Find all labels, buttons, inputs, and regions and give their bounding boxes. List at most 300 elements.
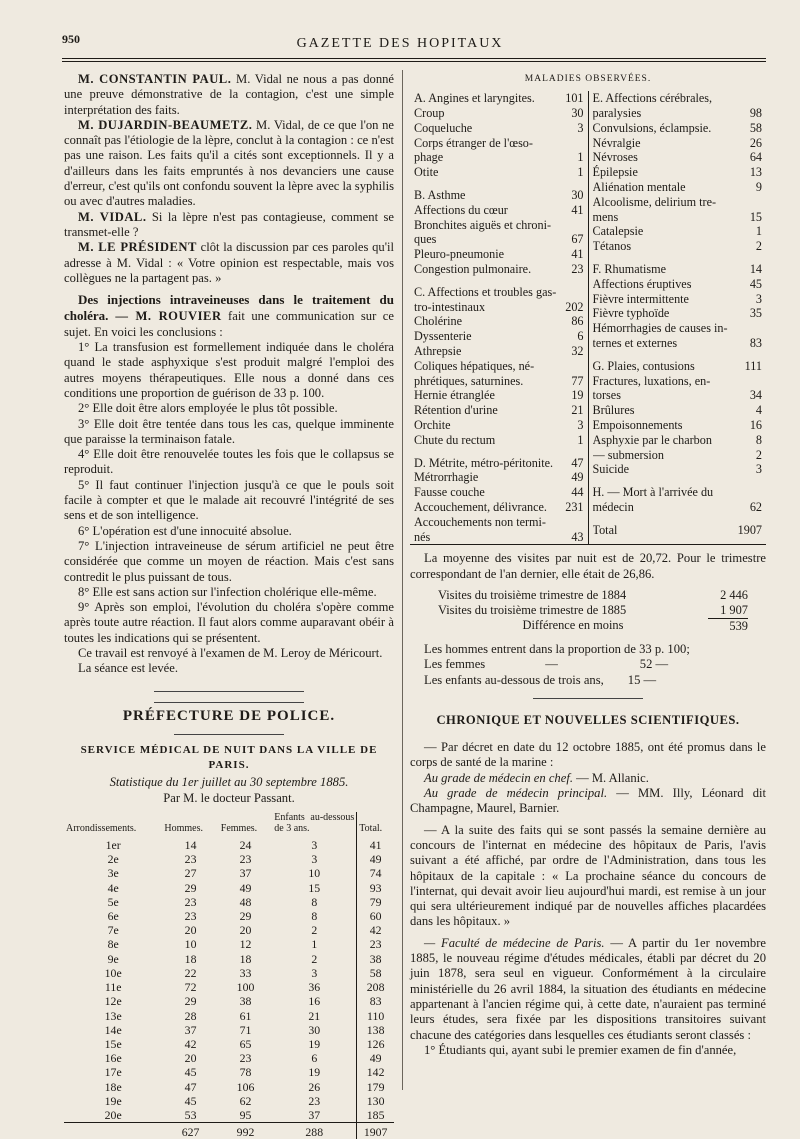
spacer: [593, 254, 763, 262]
disease-label: Fièvre typhoïde: [592, 306, 670, 321]
spacer: [414, 277, 584, 285]
table-row: [64, 1051, 394, 1065]
proportion-dash: —: [545, 657, 558, 672]
disease-label: Pleuro-pneumonie: [414, 247, 505, 262]
disease-label: G. Plaies, contusions: [592, 358, 695, 373]
table-cell: 2: [311, 923, 318, 938]
disease-count: 15: [749, 209, 762, 224]
table-row: [64, 1037, 394, 1051]
table-cell: 24: [239, 838, 252, 853]
left-column: [64, 72, 394, 1139]
disease-count: 32: [571, 344, 584, 359]
table-row: [64, 994, 394, 1008]
disease-count: [562, 285, 584, 300]
proportion-dash: —: [655, 657, 669, 672]
table-cell: 1er: [105, 838, 121, 853]
table-cell: 29: [239, 909, 252, 924]
table-cell: 9e: [107, 951, 119, 966]
disease-label: Fausse couche: [414, 485, 485, 500]
section-title: PRÉFECTURE DE POLICE.: [122, 707, 336, 724]
conclusion: 3° Elle doit être tentée dans tous les cas, quelque imminente que paraisse la terminaison fatale.: [64, 416, 394, 446]
disease-label: Fièvre intermittente: [592, 291, 689, 306]
disease-count: 9: [755, 180, 762, 195]
table-cell: 185: [357, 1108, 394, 1123]
table-cell: 27: [184, 866, 197, 881]
proportion-value: 52: [639, 657, 653, 672]
table-cell: 2: [311, 951, 318, 966]
proportion-label: Les enfants au-dessous de trois ans,: [424, 672, 604, 687]
column-header: Total.: [357, 812, 394, 838]
disease-label: nés: [414, 529, 431, 544]
disease-item: [593, 321, 763, 336]
disease-item: [593, 277, 763, 292]
disease-label: ternes et externes: [592, 336, 678, 351]
table-cell: 20: [184, 923, 197, 938]
table-cell: 10: [308, 866, 321, 881]
page-number: 950: [62, 32, 80, 46]
table-cell: 45: [184, 1093, 197, 1108]
disease-label: Cholérine: [414, 314, 463, 329]
disease-count: [562, 136, 584, 151]
table-cell: 208: [357, 980, 394, 994]
speaker-name: M. DUJARDIN-BEAUMETZ.: [78, 117, 253, 132]
disease-item: [593, 91, 763, 106]
disease-count: 41: [571, 202, 584, 217]
disease-item: [414, 203, 584, 218]
statistics-table: [64, 812, 394, 1139]
visits-label: Différence en moins: [522, 618, 624, 632]
conclusion: 5° Il faut continuer l'injection jusqu'à ce que le pouls soit facile à compter et que le malade ait recouvré l'intégrité de ses sens et de son intelligence.: [64, 477, 394, 523]
table-cell: 142: [357, 1065, 394, 1079]
table-cell: 6: [311, 1051, 318, 1066]
disease-item: [414, 165, 584, 180]
disease-item: [593, 500, 763, 515]
disease-item: [414, 359, 584, 374]
disease-item: [593, 306, 763, 321]
table-cell: 45: [184, 1065, 197, 1080]
disease-item: [414, 121, 584, 136]
disease-label: Orchite: [414, 418, 451, 433]
disease-count: 1907: [737, 522, 762, 537]
table-cell: 14: [184, 838, 197, 853]
disease-label: tro-intestinaux: [414, 299, 486, 314]
table-cell: 23: [308, 1093, 321, 1108]
disease-item: [414, 188, 584, 203]
disease-count: 83: [749, 336, 762, 351]
disease-label: C. Affections et troubles gas-: [414, 284, 557, 299]
table-cell: 20: [184, 1051, 197, 1066]
disease-count: 86: [571, 314, 584, 329]
section-heading: Des injections intraveineuses dans le traitement du choléra.: [64, 292, 394, 324]
table-cell: 42: [357, 923, 394, 937]
disease-item: [593, 418, 763, 433]
table-cell: 3e: [107, 866, 119, 881]
paragraph: La moyenne des visites par nuit est de 20,72. Pour le trimestre correspondant de l'an dernier, elle était de 26,86.: [410, 551, 766, 581]
paragraph-text: clôt la discussion par ces paroles qu'il adresse à M. Vidal : « Votre opinion est respectable, mais vos collègues ne la partagent pas. »: [64, 240, 394, 285]
table-cell: 23: [239, 1051, 252, 1066]
disease-label: Suicide: [592, 462, 630, 477]
disease-item: [414, 403, 584, 418]
disease-item: [414, 262, 584, 277]
disease-count: [740, 485, 762, 500]
table-cell: 49: [357, 852, 394, 866]
table-cell: 3: [311, 965, 318, 980]
news-heading: — Faculté de médecine de Paris.: [424, 935, 605, 950]
column-header: Femmes.: [220, 823, 258, 835]
table-cell: 79: [357, 895, 394, 909]
table-cell: 8: [311, 894, 318, 909]
disease-count: 4: [755, 403, 762, 418]
disease-item: [593, 485, 763, 500]
table-cell: 126: [357, 1037, 394, 1051]
proportion-line: [410, 657, 766, 672]
disease-item: [593, 336, 763, 351]
disease-label: phrétiques, saturnines.: [414, 373, 524, 388]
disease-count: 202: [565, 299, 584, 314]
table-row: [64, 895, 394, 909]
disease-item: [414, 515, 584, 530]
disease-label: Alcoolisme, delirium tre-: [592, 194, 717, 209]
table-cell: 23: [184, 909, 197, 924]
disease-item: [593, 292, 763, 307]
disease-item: [593, 165, 763, 180]
disease-item: [414, 329, 584, 344]
paragraph-text: M. Vidal, de ce que l'on ne connaît pas l'étiologie de la lèpre, conclut à la contagion : ce n'est pas une raison. Les faits qu'il a cités sont exceptionnels. Il y a d'ailleurs dans les faits empruntés à nos devanciers une cause d'erreur, c'est qu'ils ont confondu souvent la lèpre avec la syphilis ou avec d'autres maladies.: [64, 117, 394, 209]
news-item: — Par décret en date du 12 octobre 1885, ont été promus dans le corps de santé de la marine :: [410, 740, 766, 770]
visits-value: 2 446: [720, 588, 748, 602]
proportion-dash: —: [643, 672, 657, 687]
table-cell: 74: [357, 866, 394, 880]
news-item: — A la suite des faits qui se sont passés la semaine dernière au concours de l'internat en médecine des hôpitaux de Paris, l'avis suivant a été affiché, par ordre de l'Administration, dans tous les hôpitaux de la capitale : « La prochaine séance du concours de l'internat, qui devait avoir lieu aujourd'hui mardi, est remise à un jour qui sera ultérieurement indiqué par de nouvelles affiches placardées dans les hôpitaux. »: [410, 822, 766, 929]
disease-label: Athrepsie: [414, 344, 462, 359]
disease-label: Hernie étranglée: [414, 388, 495, 403]
disease-item: [593, 224, 763, 239]
disease-item: [593, 388, 763, 403]
disease-count: 14: [749, 262, 762, 277]
table-row: [64, 966, 394, 980]
paragraph: [64, 118, 394, 210]
table-cell: 130: [357, 1094, 394, 1108]
table-cell: 8e: [107, 937, 119, 952]
disease-count: [740, 321, 762, 336]
disease-count: [562, 218, 584, 233]
table-total-cell: 992: [219, 1123, 272, 1139]
table-row: [64, 1065, 394, 1079]
table-cell: 22: [184, 965, 197, 980]
table-cell: 6e: [107, 909, 119, 924]
disease-count: 26: [749, 135, 762, 150]
disease-count: 43: [571, 529, 584, 544]
disease-label: Accouchements non termi-: [414, 514, 546, 529]
disease-count: 77: [571, 373, 584, 388]
column-header: Hommes.: [164, 823, 203, 835]
disease-label: Tétanos: [592, 239, 632, 254]
disease-item: [593, 523, 763, 538]
disease-item: [593, 462, 763, 477]
disease-item: [414, 374, 584, 389]
table-cell: 10: [184, 937, 197, 952]
disease-label: Croup: [414, 106, 445, 121]
table-cell: 41: [357, 838, 394, 852]
disease-item: [414, 485, 584, 500]
proportion-line: Les hommes entrent dans la proportion de 33 p. 100;: [424, 642, 690, 656]
disease-item: [414, 247, 584, 262]
disease-item: [593, 136, 763, 151]
table-cell: 83: [357, 994, 394, 1008]
disease-label: A. Angines et laryngites.: [414, 91, 535, 106]
disease-label: Asphyxie par le charbon: [592, 432, 712, 447]
maladies-table: [410, 91, 766, 545]
disease-label: Dyssenterie: [414, 329, 472, 344]
disease-item: [414, 456, 584, 471]
disease-label: phage: [414, 150, 444, 165]
disease-count: 1: [755, 224, 762, 239]
table-cell: 11e: [104, 980, 122, 995]
table-cell: 4e: [107, 880, 119, 895]
maladies-left-column: [410, 91, 589, 544]
disease-item: [593, 403, 763, 418]
table-total-cell: 627: [162, 1123, 218, 1139]
disease-label: E. Affections cérébrales,: [592, 91, 713, 106]
visits-row: [410, 603, 766, 618]
table-row: [64, 909, 394, 923]
ornament-divider: [154, 691, 304, 703]
disease-label: Névralgie: [592, 135, 641, 150]
visits-value: 539: [708, 618, 748, 634]
disease-item: [593, 195, 763, 210]
subsection-title: SERVICE MÉDICAL DE NUIT DANS LA VILLE DE PARIS.: [80, 743, 378, 772]
table-cell: 48: [239, 894, 252, 909]
table-cell: 38: [239, 994, 252, 1009]
table-cell: 33: [239, 965, 252, 980]
maladies-header: MALADIES OBSERVÉES.: [524, 74, 652, 84]
disease-item: [593, 374, 763, 389]
conclusion: 1° La transfusion est formellement indiquée dans le choléra quand le stade asphyxique s'est produit malgré l'emploi des autres moyens thérapeutiques. Elle nous a donné dans ces conditions une proportion de guérison de 33 p. 100.: [64, 340, 394, 400]
table-cell: 19e: [104, 1093, 122, 1108]
news-item: 1° Étudiants qui, ayant subi le premier examen de fin d'année,: [424, 1042, 737, 1057]
disease-item: [414, 530, 584, 545]
table-cell: 62: [239, 1093, 252, 1108]
disease-count: 101: [565, 91, 584, 106]
visits-value: 1 907: [720, 603, 748, 617]
disease-count: 67: [571, 232, 584, 247]
disease-count: 34: [749, 388, 762, 403]
disease-label: torses: [592, 388, 621, 403]
disease-item: [414, 470, 584, 485]
divider: [533, 698, 643, 703]
table-cell: 61: [239, 1008, 252, 1023]
table-row: [64, 866, 394, 880]
visits-row: [410, 588, 766, 603]
table-cell: 95: [239, 1107, 252, 1122]
grade-label: Au grade de médecin en chef.: [424, 770, 573, 785]
table-row: [64, 952, 394, 966]
disease-item: [593, 448, 763, 463]
disease-count: 49: [571, 470, 584, 485]
disease-count: 23: [571, 262, 584, 277]
table-row: [64, 1023, 394, 1037]
disease-count: 62: [749, 500, 762, 515]
table-cell: 30: [308, 1022, 321, 1037]
disease-label: Bronchites aiguës et chroni-: [414, 217, 552, 232]
disease-count: 3: [755, 462, 762, 477]
table-cell: 100: [236, 980, 255, 995]
table-cell: 37: [239, 866, 252, 881]
disease-item: [414, 91, 584, 106]
speaker-name: M. LE PRÉSIDENT: [78, 240, 197, 255]
news-item: [410, 936, 766, 1043]
disease-count: 6: [577, 329, 584, 344]
table-cell: 18e: [104, 1079, 122, 1094]
disease-item: [414, 344, 584, 359]
disease-count: [562, 515, 584, 530]
table-cell: 8: [311, 909, 318, 924]
table-cell: 29: [184, 880, 197, 895]
table-cell: 18: [184, 951, 197, 966]
table-cell: 3: [311, 852, 318, 867]
disease-count: 64: [749, 150, 762, 165]
table-cell: 110: [357, 1009, 394, 1023]
table-cell: 13e: [104, 1008, 122, 1023]
disease-count: 2: [755, 239, 762, 254]
disease-count: 58: [749, 120, 762, 135]
column-header: Arrondissements.: [66, 823, 137, 835]
disease-item: [414, 418, 584, 433]
table-cell: 23: [239, 852, 252, 867]
disease-item: [593, 210, 763, 225]
disease-label: Catalepsie: [592, 224, 644, 239]
disease-count: 13: [749, 165, 762, 180]
table-row: [64, 1108, 394, 1123]
disease-count: [562, 359, 584, 374]
disease-label: Congestion pulmonaire.: [414, 262, 532, 277]
disease-label: mens: [592, 209, 619, 224]
table-row: [64, 838, 394, 852]
disease-label: Otite: [414, 165, 439, 180]
disease-label: Rétention d'urine: [414, 403, 498, 418]
disease-label: Épilepsie: [592, 165, 638, 180]
disease-count: 1: [577, 432, 584, 447]
table-row: [64, 852, 394, 866]
disease-label: B. Asthme: [414, 188, 466, 203]
disease-item: [593, 121, 763, 136]
table-cell: 138: [357, 1023, 394, 1037]
disease-count: 98: [749, 106, 762, 121]
disease-item: [593, 433, 763, 448]
table-row: [64, 937, 394, 951]
table-cell: 72: [184, 980, 197, 995]
spacer: [414, 448, 584, 456]
disease-count: [740, 195, 762, 210]
disease-item: [414, 232, 584, 247]
table-cell: 49: [357, 1051, 394, 1065]
paragraph: [64, 210, 394, 241]
disease-label: F. Rhumatisme: [592, 262, 667, 277]
disease-item: [414, 218, 584, 233]
table-cell: 15: [308, 880, 321, 895]
conclusion: 9° Après son emploi, l'évolution du choléra s'opère comme après toute autre réaction. Il faut alors comme auparavant obéir à toutes les indications qui se présentent.: [64, 600, 394, 645]
conclusion: 6° L'opération est d'une innocuité absolue.: [78, 523, 292, 538]
table-cell: 53: [184, 1107, 197, 1122]
disease-item: [593, 150, 763, 165]
disease-item: [593, 180, 763, 195]
news-text: — A partir du 1er novembre 1885, le nouveau régime d'études médicales, établi par décret du 20 juin 1878, sera seul en vigueur. Conformément à la circulaire ministérielle du 26 avril 1884, la situation des étudiants en médecine appartenant à l'ancien régime qui, à cette date, n'auraient pas terminé leurs études, sera fixée par les dispositions transitoires suivant chacune des catégories dans lesquelles ces étudiants seront classés :: [410, 935, 766, 1042]
table-total-cell: [64, 1123, 162, 1139]
paragraph-text: M. Vidal ne nous a pas donné une preuve démonstrative de la contagion, c'est une simple interprétation des faits.: [64, 72, 394, 117]
table-cell: 29: [184, 994, 197, 1009]
table-cell: 23: [357, 937, 394, 951]
paragraph-text: fait une communication sur ce sujet. En voici les conclusions :: [64, 309, 394, 339]
speaker-name: M. CONSTANTIN PAUL.: [78, 72, 232, 86]
table-header-row: [64, 812, 394, 838]
table-row: [64, 1009, 394, 1023]
table-cell: 12: [239, 937, 252, 952]
table-cell: 12e: [104, 994, 122, 1009]
disease-item: [593, 239, 763, 254]
disease-label: Aliénation mentale: [592, 180, 686, 195]
running-title: GAZETTE DES HOPITAUX: [296, 36, 504, 51]
conclusion: 7° L'injection intraveineuse de sérum artificiel ne peut être considérée que comme un moyen de réaction. Mais c'est sans contredit le plus puissant de tous.: [64, 538, 394, 584]
disease-count: 1: [577, 165, 584, 180]
disease-count: 35: [749, 306, 762, 321]
table-total-row: [64, 1123, 394, 1139]
disease-label: Empoisonnements: [592, 418, 683, 433]
table-cell: 60: [357, 909, 394, 923]
table-row: [64, 1094, 394, 1108]
disease-item: [593, 106, 763, 121]
right-column: [410, 72, 766, 1058]
disease-item: [414, 136, 584, 151]
disease-count: [740, 91, 762, 106]
divider: [174, 734, 284, 739]
table-cell: 16: [308, 994, 321, 1009]
disease-count: 1: [577, 150, 584, 165]
table-cell: 47: [184, 1079, 197, 1094]
column-separator: [402, 70, 403, 1090]
disease-count: 16: [749, 418, 762, 433]
disease-item: [414, 433, 584, 448]
disease-count: 231: [565, 500, 584, 515]
disease-label: ques: [414, 232, 437, 247]
proportion-label: Les femmes: [424, 657, 486, 672]
disease-item: [593, 262, 763, 277]
table-cell: 38: [357, 952, 394, 966]
table-total-cell: 288: [272, 1123, 357, 1139]
disease-count: 3: [577, 418, 584, 433]
visits-label: Visites du troisième trimestre de 1884: [438, 588, 627, 602]
table-cell: 179: [357, 1080, 394, 1094]
table-cell: 19: [308, 1036, 321, 1051]
paragraph: La séance est levée.: [78, 661, 178, 676]
speaker-name: M. VIDAL.: [78, 209, 147, 224]
disease-count: 111: [744, 358, 762, 373]
table-cell: 93: [357, 881, 394, 895]
table-cell: 15e: [104, 1036, 122, 1051]
paragraph-text: Si la lèpre n'est pas contagieuse, comment se transmet-elle ?: [64, 209, 394, 239]
paragraph: [64, 240, 394, 286]
table-cell: 78: [239, 1065, 252, 1080]
maladies-right-column: [589, 91, 767, 544]
table-cell: 17e: [104, 1065, 122, 1080]
section-title: CHRONIQUE ET NOUVELLES SCIENTIFIQUES.: [436, 712, 740, 727]
disease-label: Hémorrhagies de causes in-: [592, 321, 728, 336]
header-rule: [62, 58, 766, 62]
disease-count: 21: [571, 403, 584, 418]
paragraph: [64, 72, 394, 118]
disease-item: [414, 388, 584, 403]
disease-count: 19: [571, 388, 584, 403]
disease-count: [740, 374, 762, 389]
